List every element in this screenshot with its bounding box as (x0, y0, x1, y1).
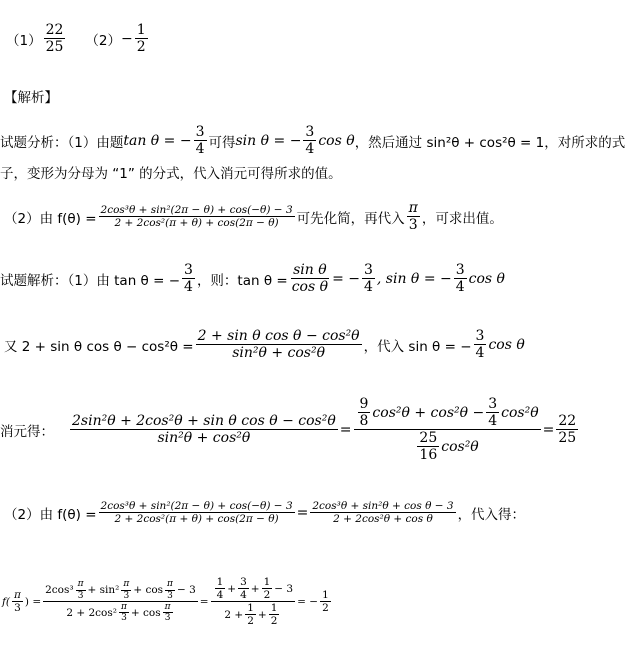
numeric-fraction: $\frac{1}{4}$ + $\frac{3}{4}$ + $\frac{1}{2}$ − 3 2 + $\frac{1}{2}$ + $\frac{1}{2}$ (211, 576, 296, 627)
solution-line-5: f( $\frac{\pi}{3}$ ) = 2cos³ $\frac{\pi}{3}$ + sin² $\frac{\pi}{3}$ + cos $\frac{\pi}{3}$ − 3 2 + 2cos² $\frac{\pi}{3}$ + cos $\frac{\pi}{3}$ = $\frac{1}{4}$ + $\frac{3}{4}$ + $\frac{1}{2}$ − 3 2 + $\frac{1}{2}$ + $\frac{1}{2}$ = − $\frac{1}{2}$ (2, 576, 329, 628)
fraction: $\frac{\pi}{3}$ (77, 579, 84, 601)
answer-2-fraction: $\frac{1}{2}$ (136, 22, 146, 56)
fraction: $\frac{\pi}{3}$ (123, 579, 130, 601)
fraction: $\frac{3}{4}$ (363, 262, 373, 296)
fraction: $\frac{1}{2}$ (263, 576, 271, 602)
fraction: $\frac{\text{2sin²θ + 2cos²θ + sin θ cos θ − cos²θ}}{\text{sin²θ + cos²θ}}$ (72, 413, 336, 447)
fraction: $\frac{\text{2cos³θ + sin²θ + cos θ − 3}}{\text{2 + 2cos²θ + cos θ}}$ (312, 500, 454, 526)
fraction: $\frac{\pi}{3}$ (120, 602, 127, 624)
analysis-line-2: 子，变形为分母为 “1” 的分式，代入消元可得所求的值。 (0, 166, 342, 182)
fraction: $\frac{3}{4}$ (488, 396, 498, 430)
fraction: $\frac{1}{2}$ (270, 602, 278, 628)
fraction: $\frac{\text{2 + sin θ cos θ − cos²θ}}{\text{sin²θ + cos²θ}}$ (197, 328, 360, 362)
fraction: $\frac{1}{2}$ (247, 602, 254, 628)
fraction: $\frac{\text{sin θ}}{\text{cos θ}}$ (291, 262, 329, 296)
tan-fraction: $\frac{3}{4}$ (195, 124, 205, 158)
answer-1-fraction: $\frac{22}{25}$ (45, 22, 64, 56)
section-heading: 【解析】 (4, 90, 58, 106)
fraction: $\frac{1}{4}$ (216, 576, 224, 602)
solution-line-2: 又 2 + sin θ cos θ − cos²θ = $\frac{\text{2 + sin θ cos θ − cos²θ}}{\text{sin²θ + cos²θ}}$ ，代入 sin θ = − $\frac{3}{4}$ cos θ (4, 328, 525, 362)
fraction: $\frac{3}{4}$ (475, 328, 485, 362)
analysis-part-2: （2）由 f(θ) = $\frac{\text{2cos³θ + sin²(2π − θ) + cos(−θ) − 3}}{\text{2 + 2cos²(π + θ) + cos(2π − θ)}}$ 可先化简，再代入 $\frac{\pi}{3}$ ，可求出值。 (4, 200, 503, 234)
answer-1-label: （1） (6, 32, 42, 49)
fraction: $\frac{\pi}{3}$ (167, 579, 173, 601)
fraction: $\frac{9}{8}$ (359, 396, 369, 430)
fraction: $\frac{\pi}{3}$ (164, 602, 171, 624)
solution-line-4: （2）由 f(θ) = $\frac{\text{2cos³θ + sin²(2π − θ) + cos(−θ) − 3}}{\text{2 + 2cos²(π + θ) + cos(2π − θ)}}$ = $\frac{\text{2cos³θ + sin²θ + cos θ − 3}}{\text{2 + 2cos²θ + cos θ}}$ ，代入得： (4, 500, 526, 526)
answers-line (6, 22, 150, 55)
fraction: $\frac{\pi}{3}$ (13, 589, 21, 615)
answer-2-sign: − (121, 30, 133, 47)
fraction: $\frac{22}{25}$ (558, 413, 577, 447)
fraction: $\frac{25}{16}$ (419, 430, 438, 464)
fraction: $\frac{3}{4}$ (184, 262, 193, 296)
sin-fraction: $\frac{3}{4}$ (305, 124, 315, 158)
answer-2-label: （2） (85, 32, 122, 49)
f-pi-3-fraction: 2cos³ $\frac{\pi}{3}$ + sin² $\frac{\pi}{3}$ + cos $\frac{\pi}{3}$ − 3 2 + 2cos² $\frac{\pi}{3}$ + cos $\frac{\pi}{3}$ (45, 579, 196, 624)
fraction: $\frac{3}{4}$ (455, 262, 465, 296)
analysis-line-1: 试题分析：（1）由题 tan θ = − $\frac{3}{4}$ 可得 sin θ = − $\frac{3}{4}$ cos θ ，然后通过 sin²θ + cos²θ = 1，对所求的式 (0, 124, 626, 158)
fraction: $\frac{1}{2}$ (322, 589, 329, 615)
fraction: $\frac{\text{2cos³θ + sin²(2π − θ) + cos(−θ) − 3}}{\text{2 + 2cos²(π + θ) + cos(2π − θ)}}$ (100, 500, 293, 526)
fraction: $\frac{3}{4}$ (240, 576, 247, 602)
solution-line-3: 消元得： $\frac{\text{2sin²θ + 2cos²θ + sin θ cos θ − cos²θ}}{\text{sin²θ + cos²θ}}$ = $\frac{9}{8}$ cos²θ + cos²θ − $\frac{3}{4}$ cos²θ $\frac{25}{16}$ cos²θ = $\frac{22}{25}$ (0, 396, 577, 464)
solution-line-1: 试题解析：（1）由 tan θ = − $\frac{3}{4}$ ，则：tan θ = $\frac{\text{sin θ}}{\text{cos θ}}$ = − $\frac{3}{4}$ , sin θ = − $\frac{3}{4}$ cos θ (0, 262, 505, 296)
big-fraction: $\frac{9}{8}$ cos²θ + cos²θ − $\frac{3}{4}$ cos²θ $\frac{25}{16}$ cos²θ (354, 396, 541, 463)
pi-over-3: $\frac{\pi}{3}$ (408, 200, 418, 234)
f-theta-fraction: $\frac{\text{2cos³θ + sin²(2π − θ) + cos(−θ) − 3}}{\text{2 + 2cos²(π + θ) + cos(2π − θ)}}$ (100, 204, 293, 230)
